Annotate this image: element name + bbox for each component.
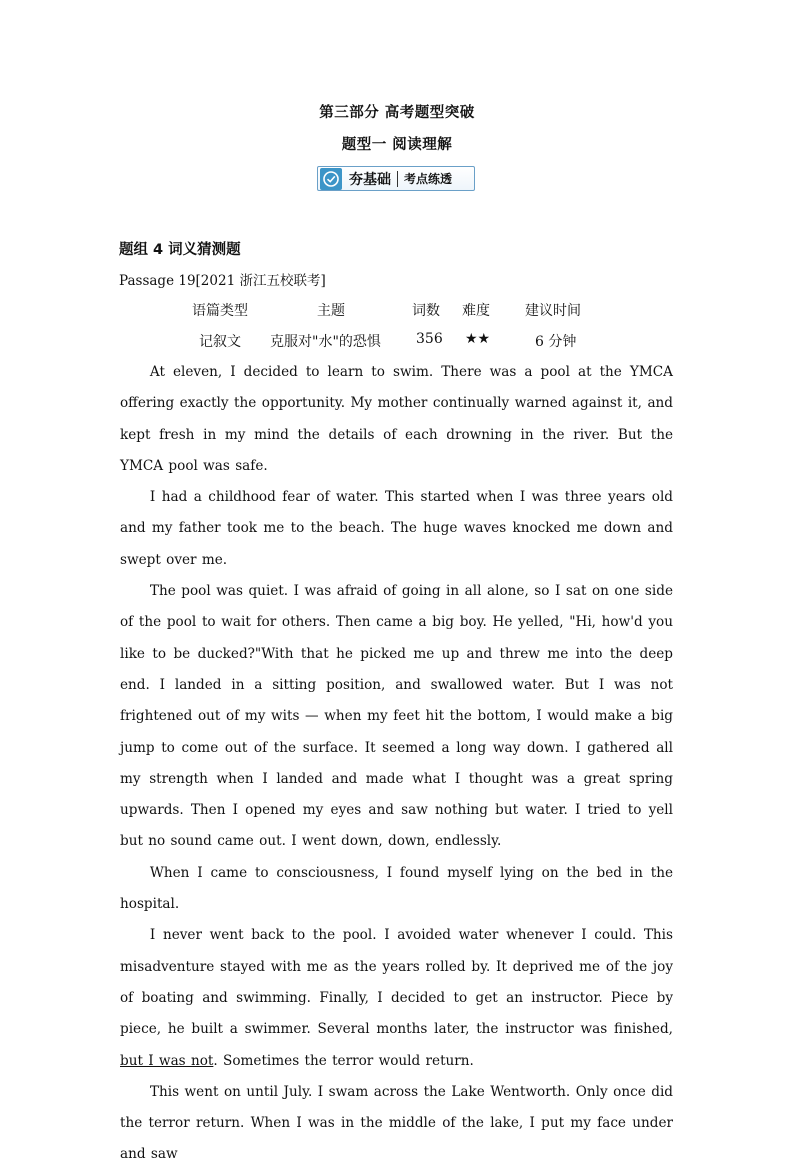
paragraph-5	[120, 920, 673, 1076]
info-header-genre: 语篇类型	[192, 303, 248, 319]
section-badge	[317, 166, 475, 191]
info-header-time: 建议时间	[525, 303, 581, 319]
underlined-phrase: but I was not	[120, 1052, 214, 1069]
info-header-words: 词数	[412, 303, 440, 319]
info-value-genre: 记叙文	[199, 334, 241, 350]
paragraph-1: At eleven, I decided to learn to swim. There was a pool at the YMCA offering exactly the opportunity. My mother continually warned against it, and kept fresh in my mind the details of each drowning in the river. But the YMCA pool was safe.	[120, 364, 673, 474]
badge-divider	[397, 171, 398, 187]
paragraph-5-tail: . Sometimes the terror would return.	[213, 1052, 474, 1069]
info-value-words: 356	[416, 331, 443, 347]
paragraph-5-text: I never went back to the pool. I avoided water whenever I could. This misadventure stayed with me as the years rolled by. It deprived me of the joy of boating and swimming. Finally, I decided to get an instructor. Piece by piece, he built a swimmer. Several months later, the instructor was finished,	[120, 927, 673, 1038]
passage-source: Passage 19[2021 浙江五校联考]	[119, 273, 326, 289]
paragraph-6: This went on until July. I swam across the Lake Wentworth. Only once did the terror return. When I was in the middle of the lake, I put my face under and saw	[120, 1083, 673, 1163]
group-title: 题组 4 词义猜测题	[119, 242, 241, 258]
info-value-time: 6 分钟	[535, 334, 577, 350]
info-value-theme: 克服对"水"的恐惧	[270, 334, 381, 350]
passage-body	[120, 357, 673, 1171]
part-title: 第三部分 高考题型突破	[319, 105, 475, 121]
info-header-theme: 主题	[317, 303, 345, 319]
paragraph-2: I had a childhood fear of water. This started when I was three years old and my father took me to the beach. The huge waves knocked me down and swept over me.	[120, 489, 673, 568]
info-value-difficulty: ★★	[465, 331, 491, 347]
info-header-difficulty: 难度	[462, 303, 490, 319]
type-title: 题型一 阅读理解	[341, 137, 453, 153]
check-circle-icon	[320, 168, 342, 190]
paragraph-4: When I came to consciousness, I found myself lying on the bed in the hospital.	[120, 864, 673, 913]
paragraph-3: The pool was quiet. I was afraid of going in all alone, so I sat on one side of the pool to wait for others. Then came a big boy. He yelled, "Hi, how'd you like to be ducked?"With that he picked me up and threw me into the deep end. I landed in a sitting position, and swallowed water. But I was not frightened out of my wits — when my feet hit the bottom, I would make a big jump to come out of the surface. It seemed a long way down. I gathered all my strength when I landed and made what I thought was a great spring upwards. Then I opened my eyes and saw nothing but water. I tried to yell but no sound came out. I went down, down, endlessly.	[120, 583, 673, 850]
badge-main-label: 夯基础	[349, 171, 391, 188]
badge-sub-label: 考点练透	[404, 172, 453, 186]
